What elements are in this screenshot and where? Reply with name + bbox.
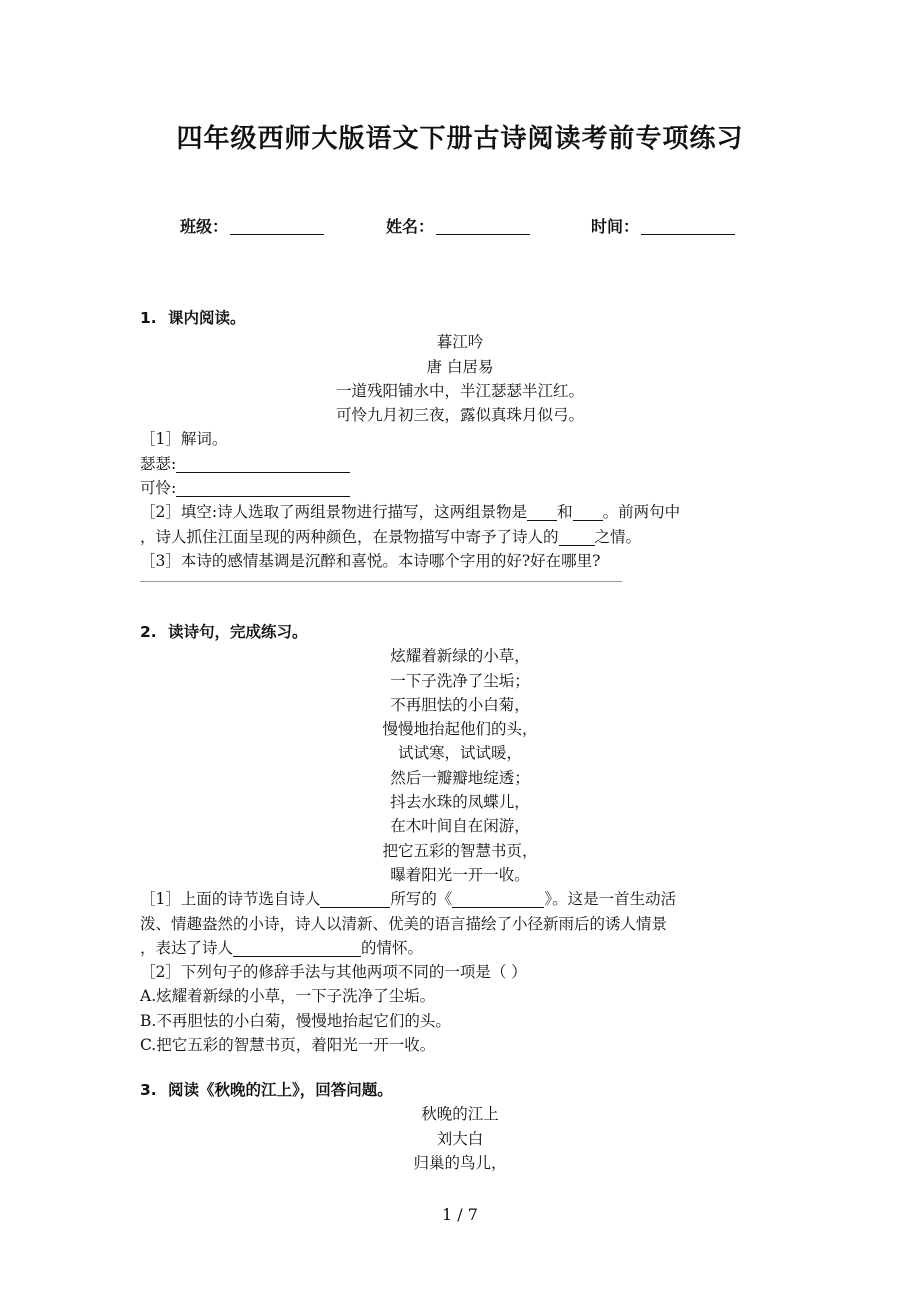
name-blank[interactable] (436, 218, 530, 235)
sub-question-2-line-2 (140, 525, 780, 549)
poem-line: 一下子洗净了尘垢； (390, 671, 530, 690)
option-b[interactable]: B.不再胆怯的小白菊，慢慢地抬起它们的头。 (140, 1011, 451, 1030)
poem-line: 在木叶间自在闲游， (390, 817, 530, 836)
question-2 (140, 620, 780, 1057)
poem-author: 刘大白 (436, 1129, 484, 1148)
answer-blank[interactable] (452, 890, 544, 908)
class-label: 班级： (180, 217, 229, 236)
poem-line: 然后一瓣瓣地绽透； (390, 768, 530, 787)
answer-blank[interactable] (176, 455, 350, 473)
poem-line: 慢慢地抬起他们的头， (382, 720, 538, 739)
word-label: 可怜: (140, 479, 177, 498)
text-segment: ［2］填空:诗人选取了两组景物进行描写，这两组景物是 (140, 503, 528, 522)
text-segment: 和 (557, 503, 573, 522)
question-3-number: 3. (140, 1081, 157, 1099)
time-field (591, 214, 735, 237)
poem-line: 抖去水珠的凤蝶儿， (390, 793, 530, 812)
sub-question-1: ［1］解词。 (140, 430, 228, 449)
answer-blank[interactable] (573, 503, 603, 521)
text-segment: 》。这是一首生动活 (544, 890, 677, 909)
text-segment: 。前两句中 (602, 503, 681, 522)
question-2-title: 读诗句，完成练习。 (168, 623, 308, 641)
question-1-title: 课内阅读。 (168, 309, 246, 327)
answer-blank[interactable] (176, 479, 350, 497)
name-field (386, 214, 530, 237)
poem-line: 一道残阳铺水中，半江瑟瑟半江红。 (335, 381, 584, 400)
sub-question-1-line-2: 泼、情趣盎然的小诗，诗人以清新、优美的语言描绘了小径新雨后的诱人情景 (140, 914, 668, 933)
sub-question-3: ［3］本诗的感情基调是沉醉和喜悦。本诗哪个字用的好?好在哪里? (140, 551, 601, 570)
question-2-heading (140, 620, 780, 644)
name-label: 姓名： (386, 217, 435, 236)
option-a[interactable]: A.炫耀着新绿的小草，一下子洗净了尘垢。 (140, 987, 436, 1006)
text-segment: 所写的《 (390, 890, 453, 909)
answer-blank[interactable] (320, 890, 390, 908)
question-3-title: 阅读《秋晚的江上》，回答问题。 (168, 1081, 393, 1099)
question-2-number: 2. (140, 623, 157, 641)
question-1-number: 1. (140, 309, 157, 327)
poem-author: 唐 白居易 (426, 357, 494, 376)
page-title: 四年级西师大版语文下册古诗阅读考前专项练习 (176, 124, 744, 154)
time-label: 时间： (591, 217, 640, 236)
answer-blank[interactable] (233, 939, 361, 957)
poem-line: 可怜九月初三夜，露似真珠月似弓。 (335, 406, 584, 425)
text-segment: ，表达了诗人 (140, 938, 234, 957)
question-1 (140, 306, 780, 582)
option-c[interactable]: C.把它五彩的智慧书页，着阳光一开一收。 (140, 1036, 436, 1055)
question-1-heading (140, 306, 780, 330)
time-blank[interactable] (641, 218, 735, 235)
word-definition-1 (140, 452, 780, 476)
poem-title: 暮江吟 (436, 333, 484, 352)
class-field (180, 214, 324, 237)
answer-blank[interactable] (559, 528, 595, 546)
poem-line: 归巢的鸟儿， (413, 1153, 507, 1172)
text-segment: 的情怀。 (361, 938, 424, 957)
poem-line: 不再胆怯的小白菊， (390, 695, 530, 714)
poem-line: 曝着阳光一开一收。 (390, 865, 530, 884)
text-segment: ，诗人抓住江面呈现的两种颜色，在景物描写中寄予了诗人的 (140, 527, 559, 546)
poem-line: 试试寒，试试暖， (397, 744, 522, 763)
page-number: 1 / 7 (442, 1205, 478, 1224)
text-segment: ［1］上面的诗节选自诗人 (140, 890, 321, 909)
class-blank[interactable] (230, 218, 324, 235)
word-label: 瑟瑟: (140, 454, 177, 473)
text-segment: 之情。 (594, 527, 642, 546)
sub-question-1-line-3 (140, 936, 780, 960)
sub-question-2: ［2］下列句子的修辞手法与其他两项不同的一项是（ ） (140, 963, 527, 982)
poem-title: 秋晚的江上 (421, 1105, 499, 1124)
question-3 (140, 1078, 780, 1175)
poem-line: 炫耀着新绿的小草， (390, 647, 530, 666)
answer-blank[interactable] (527, 503, 557, 521)
sub-question-1-line-1 (140, 887, 780, 911)
sub-question-2-line-1 (140, 500, 780, 524)
question-3-heading (140, 1078, 780, 1102)
answer-line[interactable] (140, 581, 622, 582)
word-definition-2 (140, 476, 780, 500)
poem-line: 把它五彩的智慧书页， (382, 841, 538, 860)
